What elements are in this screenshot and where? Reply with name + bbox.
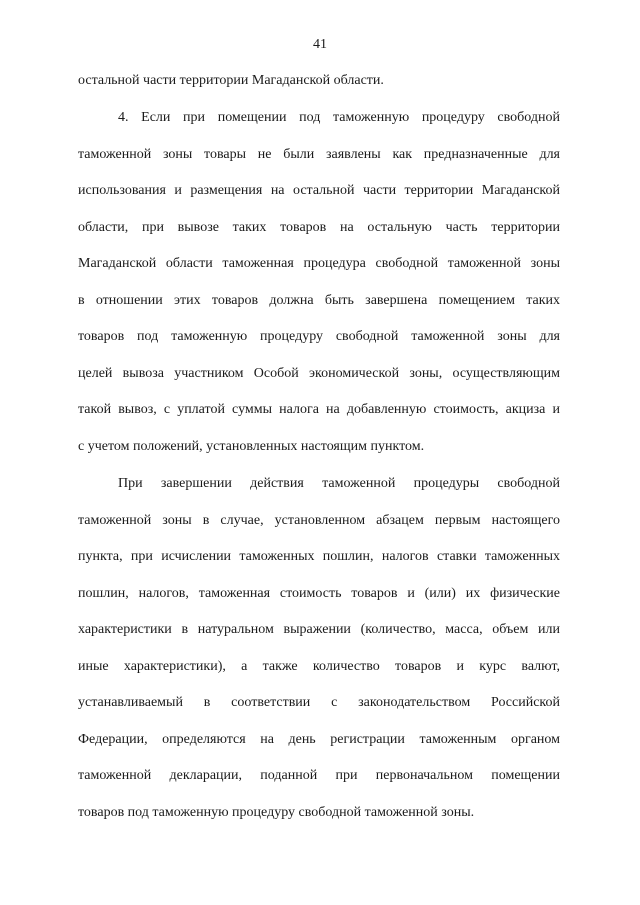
text-line: таможенной декларации, поданной при первоначальном помещении: [78, 768, 560, 783]
paragraph-first-line: 4. Если при помещении под таможенную процедуру свободной: [118, 110, 560, 125]
text-line: целей вывоза участником Особой экономической зоны, осуществляющим: [78, 366, 560, 381]
text-line: Магаданской области таможенная процедура свободной таможенной зоны: [78, 256, 560, 271]
text-line: товаров под таможенную процедуру свободной таможенной зоны.: [78, 805, 475, 820]
text-line: иные характеристики), а также количество товаров и курс валют,: [78, 659, 560, 674]
text-line: устанавливаемый в соответствии с законодательством Российской: [78, 695, 560, 710]
text-line: характеристики в натуральном выражении (количество, масса, объем или: [78, 622, 560, 637]
text-line: пункта, при исчислении таможенных пошлин, налогов ставки таможенных: [78, 549, 560, 564]
text-line: с учетом положений, установленных настоящим пунктом.: [78, 439, 425, 454]
text-line: Федерации, определяются на день регистрации таможенным органом: [78, 732, 560, 747]
paragraph-first-line: При завершении действия таможенной процедуры свободной: [118, 476, 560, 491]
text-line: таможенной зоны товары не были заявлены как предназначенные для: [78, 147, 560, 162]
text-line: использования и размещения на остальной части территории Магаданской: [78, 183, 560, 198]
text-line: остальной части территории Магаданской области.: [78, 73, 384, 88]
text-line: пошлин, налогов, таможенная стоимость товаров и (или) их физические: [78, 586, 560, 601]
text-line: такой вывоз, с уплатой суммы налога на добавленную стоимость, акциза и: [78, 402, 560, 417]
page-number: 41: [313, 37, 327, 52]
text-line: таможенной зоны в случае, установленном абзацем первым настоящего: [78, 513, 560, 528]
text-line: области, при вывозе таких товаров на остальную часть территории: [78, 220, 560, 235]
text-line: в отношении этих товаров должна быть завершена помещением таких: [78, 293, 560, 308]
text-line: товаров под таможенную процедуру свободной таможенной зоны для: [78, 329, 560, 344]
